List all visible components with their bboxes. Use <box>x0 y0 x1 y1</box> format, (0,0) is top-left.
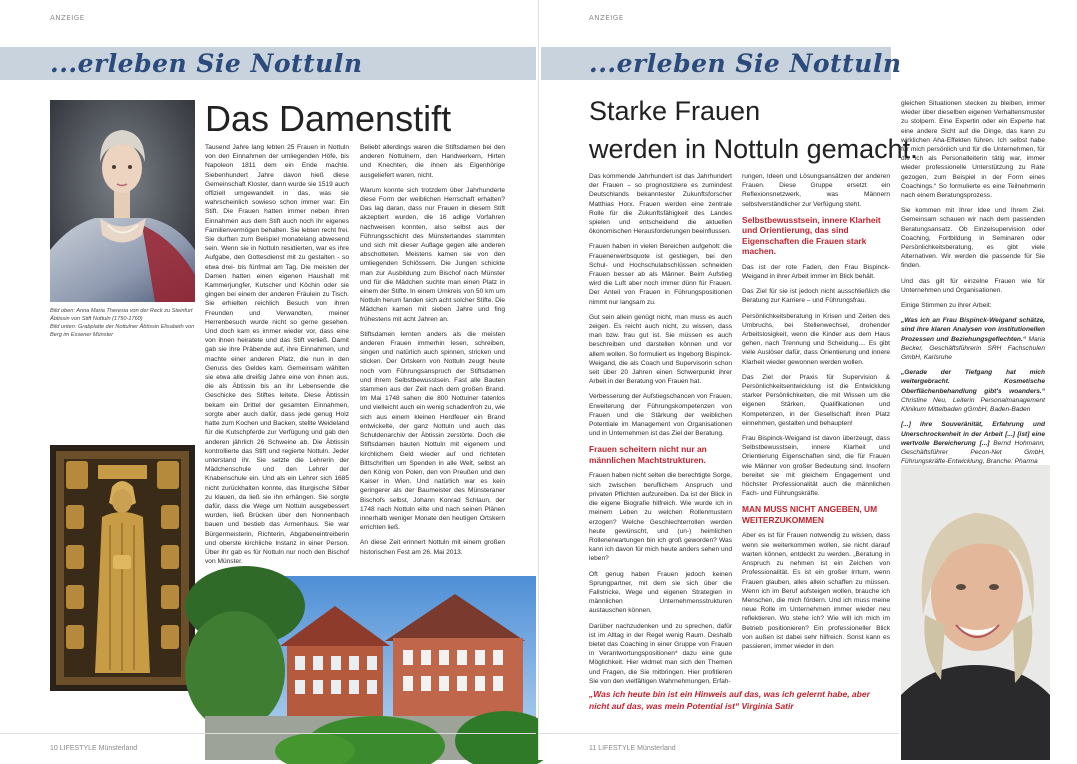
page-folio: 11 LIFESTYLE Münsterland <box>589 745 676 752</box>
testimonial <box>901 420 1045 466</box>
testimonial-author: Christine Neu, Leiterin Personalmanagement Klinikum Mittelbaden gGmbH, Baden-Baden <box>901 396 1045 414</box>
paragraph: Beliebt allerdings waren die Stiftsdamen bei den anderen Nottulnern, den Handwerkern, Hirten und Knechten, die ihnen als Eigenhörige ausgeliefert waren, nicht. <box>360 144 505 179</box>
testimonial <box>901 368 1045 414</box>
title-line-1: Starke Frauen <box>589 96 761 126</box>
paragraph: Darüber nachzudenken und zu sprechen, dafür ist im Alltag in der Regel wenig Raum. Deshalb bietet das Coaching in einer Gruppe von Frauen in Verantwortungspositionen* dazu eine gute Möglichkeit. Hier widmet man sich den Themen und Fragen, die Sie mitbringen. Hier profitieren Sie von den vielfältigen Wahrnehmungen, Erfah- <box>589 622 732 685</box>
banner-title: ...erleben Sie Nottuln <box>589 49 902 78</box>
image-captions <box>50 307 200 339</box>
section-banner <box>0 47 536 80</box>
paragraph: gleichen Situationen stecken zu bleiben, immer wieder über dieselben eigenen Verhaltensmuster zu stolpern. Eine Expertin oder ein Experte hat eine andere Sicht auf die Dinge, das kann zu wirklichen Aha-Effekten führen. Ich selbst habe für mich persönlich und für die Unternehmen, für die ich als Personalleiterin tätig war, immer wieder professionelle Unterstützung zu Rate gezogen, zum Beispiel in der Form eines Coachings.“ So formulierte es eine Teilnehmerin nach einem Beratungsprozess. <box>901 100 1045 200</box>
testimonial-quote: [...] ihre Souveränität, Erfahrung und Unerschrockenheit in der Arbeit [...] [ist] eine wertvolle Bereicherung [...] <box>901 421 1045 447</box>
article-column-2 <box>360 143 505 568</box>
paragraph: Das Ziel für sie ist jedoch nicht ausschließlich die Beratung zur Karriere – und Führungsfrau. <box>742 288 890 305</box>
testimonial <box>901 316 1045 362</box>
bottom-rule <box>0 733 536 734</box>
testimonial-author: Bernd Hohmann, Geschäftsführer Pecon-Net GmbH, Führungskräfte-Entwicklung, Branche: Pharma <box>901 439 1045 466</box>
paragraph: Das Ziel der Praxis für Supervision & Persönlichkeitsentwicklung ist die Entwicklung starker Persönlichkeiten, die mit Wissen um die eigenen Stärken, Qualifikationen und Kompetenzen, in der Gesellschaft ihren Platz einnehmen, gestalten und behaupten! <box>742 373 890 427</box>
paragraph: Aber es ist für Frauen notwendig zu wissen, dass wenn sie weiterkommen wollen, sie nicht darauf warten können, entdeckt zu werden. „Beratung in Anspruch zu nehmen ist ein Zeichen von Professionalität. Es ist ein großer Irrtum, wenn Frauen glauben, alles allein schaffen zu müssen. Wenn ich im Beruf aufsteigen wollen, brauche ich Menschen, die mich fördern. Und ich muss meine neue Rolle im Unternehmen immer wieder neu reflektieren. Wo stehe ich? Wie will ich mich im Betrieb positionieren? Ein professioneller Blick von außen ist dabei sehr hilfreich. Sonst kann es passieren, immer wieder in den <box>742 532 890 650</box>
article-title: Das Damenstift <box>205 98 452 139</box>
paragraph: Das ist der rote Faden, den Frau Bispinck-Weigand in ihrer Arbeit immer im Blick behält. <box>742 263 890 281</box>
right-page <box>538 0 1077 760</box>
paragraph: Frauen haben nicht selten die berechtigte Sorge, sich zwischen beruflichem Anspruch und privaten Pflichten aufzureiben. Da ist der Blick in die eigene Biografie hilfreich. Wie wurde ich in meinem Leben zu welchen Rollenmustern erzogen? Welche Geschlechterrollen werden heute gewünscht, und (un-) heimlichen Rollenerwartungen bin ich groß geworden? Was kann ich davon für mich heute anders sehen und leben? <box>589 472 732 563</box>
subheading: Selbstbewusstsein, innere Klarheit und Orientierung, das sind Eigenschaften die Frauen stark machen. <box>742 214 881 257</box>
subheading: MAN MUSS NICHT ANGEBEN, UM WEITERZUKOMMEN <box>742 504 878 525</box>
paragraph: Persönlichkeitsberatung in Krisen und Zeiten des Umbruchs, bei Stellenwechsel, drohender Arbeitslosigkeit, wenn die Kinder aus dem Haus gehen, nach Trennung und Scheidung.... Es gibt viele Auslöser dafür, dass Orientierung und innere Klarheit wieder gewonnen werden wollen. <box>742 312 890 366</box>
pull-quote: „Was ich heute bin ist ein Hinweis auf das, was ich gelernt habe, aber nicht auf das, was mein Potential ist“ Virginia Satir <box>589 689 870 711</box>
page-folio: 10 LIFESTYLE Münsterland <box>50 745 138 752</box>
paragraph: Verbesserung der Aufstiegschancen von Frauen, Erweiterung der Führungskompetenzen von Frauen und die Stärkung der weiblichen Potentiale im Management von Organisationen und in Unternehmen ist das Ziel der Beratung. <box>589 393 732 438</box>
banner-title: ...erleben Sie Nottuln <box>50 49 363 78</box>
section-banner <box>541 47 902 80</box>
caption-bottom: Bild unten: Grabplatte der Nottulner Äbtissin Elisabeth von Berg im Essener Münster <box>50 324 195 338</box>
caption-top: Bild oben: Anna Maria Theresia von der Reck zu Steinfurt Äbtissin von Stift Nottuln (1750-1760) <box>50 308 193 322</box>
title-line-2: werden in Nottuln gemacht. <box>589 134 918 164</box>
article-column-3 <box>901 99 1045 466</box>
anzeige-label: ANZEIGE <box>589 14 624 22</box>
abbess-portrait-image <box>50 100 195 302</box>
paragraph: Frau Bispinck-Weigand ist davon überzeugt, dass Selbstbewusstsein, innere Klarheit und Orientierung Eigenschaften sind, die für Frauen wie Männer von großer Bedeutung sind. Insofern bereitet sie mit gleichem Engagement und höchster Professionalität auch die männlichen Fach- und Führungskräfte. <box>742 435 890 498</box>
tomb-slab-image <box>50 445 195 691</box>
left-page <box>0 0 538 760</box>
paragraph: Das kommende Jahrhundert ist das Jahrhundert der Frauen – so prognostiziere es zumindest Deutschlands bekanntester Zukunftsforscher Matthias Horx. Frauen werden eine zentrale Rolle für die Zukunftsfähigkeit des Landes spielen und entscheidend die aktuellen ökonomischen Herausforderungen beeinflussen. <box>589 173 732 236</box>
coach-portrait-photo <box>901 465 1050 760</box>
article-title <box>589 92 918 168</box>
paragraph: rungen, Ideen und Lösungsansätzen der anderen Frauen. Diese Gruppe ersetzt ein Reflexionsnetzwerk, was Männern selbstverständlicher zur Verfügung steht. <box>742 173 890 208</box>
testimonial-quote: „Gerade der Tiefgang hat mich weitergebracht. Kosmetische Oberflächenbehandlung gibt's woanders.“ <box>901 369 1045 395</box>
paragraph: Und das gilt für einzelne Frauen wie für Unternehmen und Organisationen. <box>901 277 1045 294</box>
article-column-2 <box>742 172 890 680</box>
testimonial-quote: „Was ich an Frau Bispinck-Weigand schätze, sind ihre klaren Analysen von institutionellen Prozessen und Beziehungsgeflechten.“ <box>901 317 1045 343</box>
paragraph: Frauen haben in vielen Bereichen aufgeholt: die Frauenerwerbsquote ist gestiegen, bei den Schul- und Hochschulabschlüssen schneiden Frauen besser ab als Männer. Beim Aufstieg wird die Luft aber noch immer dünn für Frauen. Der Anteil von Frauen in Führungspositionen nimmt nur langsam zu. <box>589 243 732 306</box>
article-column-1 <box>205 143 349 565</box>
article-column-1 <box>589 172 732 685</box>
paragraph: Tausend Jahre lang lebten 25 Frauen in Nottuln von den Einnahmen der umliegenden Höfe, bis Napoleon 1811 dem ein Ende machte. Siebenhundert Jahre davon hieß diese Gemeinschaft Kloster, dann wurde sie 1519 auch offiziell umgewandelt in das, was sie wahrscheinlich sowieso schon immer war: Ein Stift. Die Frauen hatten immer neben ihren Einnahmen aus dem Stift auch noch ihr eigenes Familienvermögen behalten. Sie lebten recht frei. Sie durften zum Beispiel monatelang abwesend sein. Wenn sie in Nottuln residierten, war es ihre Aufgabe, den Gottesdienst mit zu gestalten - so etwa drei- bis fünfmal am Tag. Die meisten der Damen hatten einen eigenen Haushalt mit Kammerjungfer, Kutscher und Köchin oder sie gingen bei einem der anderen Fräulein zu Tisch. Sie erhielten reichlich Besuch von ihren Freunden und Verwandten, meiner Herrenbesuch wurde nicht so gerne gesehen. Und doch kam es immer wieder vor, dass eine von ihnen heiratete und das Stift verließ. Damit gab sie ihre Präbende auf, ihre Einnahmen, und machte einer anderen Platz, die nun in den Genuss des Geldes kam. Gemeinsam wählten sie etwa alle dreißig Jahre eine von ihnen aus, die als Äbtissin bis an ihr Lebensende die Geschicke des Stiftes leitete. Diese Äbtissin bekam ein Drittel der gesamten Einnahmen, sorgte aber auch dafür, dass jede genug Holz hatte zum Kochen und Backen, stellte Weideland für die Kutschpferde zur Verfügung und gab den anderen jährlich 26 Schweine ab. Die Äbtissin kontrollierte das Stift und regierte Nottuln. Jeder unterstand ihr. Sie setzte die Lehrerin der Mädchenschule und den Lehrer der Knabenschule ein. Und als ein Lehrer sich 1685 nicht zurückhalten konnte, das liturgische Silber zu klauen, da ließ sie ihn erhängen. Sie sorgte dafür, dass die Wege um Nottuln ausgebessert wurden, ließ Brücken über den Nonnenbach bauen und bestieb das Armenhaus. Sie war Bürgermeisterin, Richterin, Abgabeneintreiberin und oberste kirchliche Instanz in einer Person. Über ihr gab es für Nottuln nur noch den Bischof von Münster. <box>205 144 349 566</box>
paragraph: Warum konnte sich trotzdem über Jahrhunderte diese Form der weiblichen Herrschaft erhalten? Das lag daran, dass nur Frauen in diesem Stift akzeptiert wurden, die 16 adlige Vorfahren nachweisen konnten, also selbst aus der Führungsschicht des Münsterlandes stammten und sich mit dieser Auflage gegen alle anderen abschotteten. Meistens kamen sie von den umliegenden Schlössern. Die Jungen schickte man zur Ausbildung zum Bischof nach Münster und für die Mädchen suchte man einen Platz in einem der Stifte. In einem Umkreis von 50 km um Nottuln herum fanden sich acht solcher Stifte. Die Mädchen kamen mit sieben Jahre und fing frühestens mit acht Jahren an. <box>360 186 505 323</box>
subheading: Frauen scheitern nicht nur an männlichen Machtstrukturen. <box>589 444 707 465</box>
paragraph: Gut sein allein genügt nicht, man muss es auch zeigen. Es reicht auch nicht, zu wissen, dass man bzw. frau gut ist. Sie müssen es auch beschreiben und darstellen können und vor allem wollen. So formuliert es Ingeborg Bispinck-Weigand, die als Coach und Supervisorin schon seit über 20 Jahren einen Schwerpunkt ihrer Arbeit in der Beratung von Frauen hat. <box>589 313 732 386</box>
paragraph: Einige Stimmen zu ihrer Arbeit: <box>901 302 992 310</box>
paragraph: Sie kommen mit Ihrer Idee und Ihrem Ziel. Gemeinsam schauen wir nach dem passenden Beratungsansatz. Ob Einzelsupervision oder Coaching, Fortbildung in Seminaren oder Persönlichkeitsberatung, es gibt viele Alternativen. Wir werden die passende für Sie finden. <box>901 207 1045 270</box>
paragraph: Stiftsdamen lernten anders als die meisten anderen Frauen immerhin lesen, schreiben, singen und natürlich auch spinnen, stricken und sticken. Der Ortskern von Nottuln zeugt heute noch vom Führungsanspruch der Stiftsdamen und ihrem Selbstbewusstsein. Fast alle Bauten stammen aus der Zeit nach dem großen Brand. Im Mai 1748 sahen die 800 Nottulner tatenlos und vielleicht auch ein wenig schadenfroh zu, wie sich aus einem kleinen Herdfeuer ein Brand entwickelte, der ganz Nottuln und auch das Schuldenarchiv der Äbtissin zerstörte. Doch die Stiftsdamen bauten Nottuln mit eigenem und kirchlichem Geld wieder auf und richteten Bittschriften um Spenden in alle Welt, selbst an den König von Polen, den von Preußen und den Kaiser in Wien. Und natürlich war es kein geringerer als der Baumeister des Münsteraner Bischofs selbst, Johann Konrad Schlaun, der 1748 nach Nottuln eilte und nach seinen Plänen innerhalb weniger Monate den heutigen Ortskern errichten ließ. <box>360 330 505 532</box>
anzeige-label: ANZEIGE <box>50 14 85 22</box>
bottom-rule <box>539 733 899 734</box>
paragraph: Oft genug haben Frauen jedoch keinen Sprungpartner, mit dem sie sich über die Fallstricke, Wege und eigenen Strategien in männlichen Unternehmensstrukturen austauschen können. <box>589 570 732 615</box>
testimonial-author: Maria Becker, Geschäftsführerin SRH Fachschulen GmbH, Karlsruhe <box>901 335 1045 362</box>
paragraph: An diese Zeit erinnert Nottuln mit einem großen historischen Fest am 26. Mai 2013. <box>360 539 505 556</box>
